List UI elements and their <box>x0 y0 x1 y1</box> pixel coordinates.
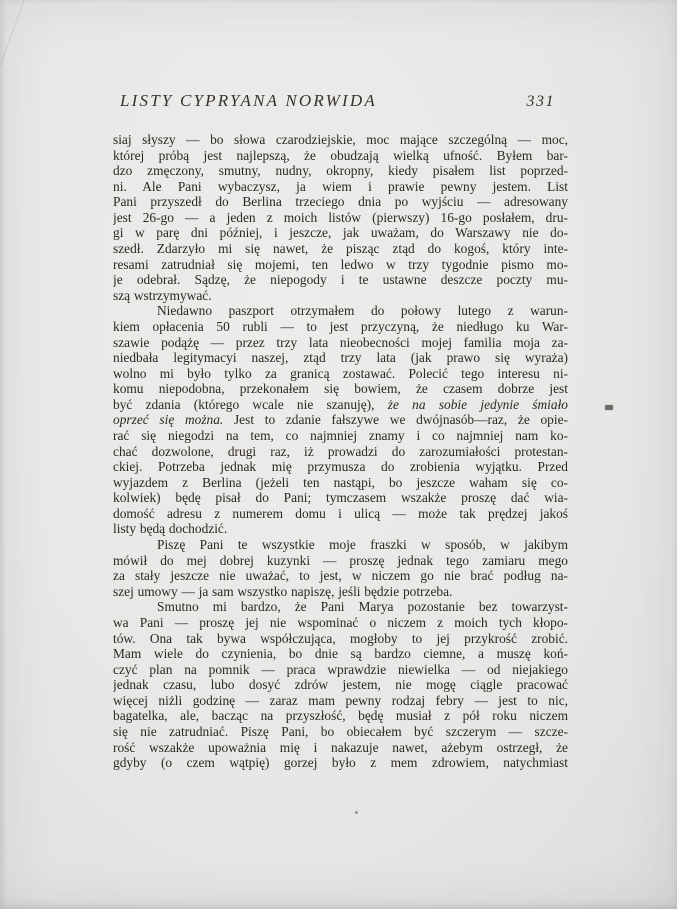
paper-crease <box>0 0 27 72</box>
ink-speck <box>355 811 358 814</box>
text-line: mówił do mej dobrej kuzynki — proszę jednak tego zamiaru mego <box>113 552 568 568</box>
ink-speck <box>605 405 613 410</box>
text-line: za stały jeszcze nie uważać, to jest, w niczem go nie brać podług na- <box>113 568 568 584</box>
running-title: LISTY CYPRYANA NORWIDA <box>120 91 377 110</box>
text-line: szej umowy — ja sam wszystko napiszę, jeśli będzie potrzeba. <box>113 583 453 599</box>
text-line: jednak czasu, lubo dosyć zdrów jestem, nie mogę ciągle pracować <box>113 677 568 693</box>
text-line: bagatelka, ale, bacząc na przyszłość, będę musiał z pół roku niczem <box>113 708 568 724</box>
text-line: Smutno mi bardzo, że Pani Marya pozostanie bez towarzyst- <box>157 599 568 615</box>
text-line: niedbała legitymacyi naszej, ztąd trzy lata (jak prawo się wyraża) <box>113 350 568 366</box>
text-line: ckiej. Potrzeba jednak mię przymusza do zrobienia wyjątku. Przed <box>113 459 568 475</box>
text-line: domość adresu z numerem domu i ulicą — może tak prędzej jakoś <box>113 505 568 521</box>
text-line: siaj słyszy — bo słowa czarodziejskie, moc mające szczególną — moc, <box>113 132 568 147</box>
page-header <box>120 91 569 111</box>
text-line: czyć plan na pomnik — praca wprawdzie niewielka — od niejakiego <box>113 661 568 677</box>
text-line: oprzeć się można. Jest to zdanie fałszywe we dwójnasób—raz, że opie- <box>113 412 568 428</box>
text-line: kiem opłacenia 50 rubli — to jest przyczyną, że niedługo ku War- <box>113 318 568 334</box>
body-text <box>113 132 568 771</box>
text-line: rać się niegodzi na tem, co najmniej znamy i co najmniej nam ko- <box>113 427 568 443</box>
text-line: ni. Ale Pani wybaczysz, ja wiem i prawie pewny jestem. List <box>113 178 568 194</box>
text-line: Mam wiele do czynienia, bo dnie są bardzo ciemne, a muszę koń- <box>113 646 568 662</box>
text-line: resami zatrudniał się mojemi, ten ledwo w trzy tygodnie pismo mo- <box>113 256 568 272</box>
page-number: 331 <box>526 93 555 110</box>
text-line: rość wszakże upoważnia mię i nakazuje nawet, ażebym ostrzegł, że <box>113 739 568 755</box>
text-line: Pani przyszedł do Berlina trzeciego dnia po wyjściu — adresowany <box>113 194 568 210</box>
text-line: której próbą jest najlepszą, że obudzają wielką ufność. Byłem bar- <box>113 147 568 163</box>
text-line: Niedawno paszport otrzymałem do połowy lutego z warun- <box>157 303 568 319</box>
text-line: tów. Ona tak bywa współczująca, mogłoby to jej przykrość zrobić. <box>113 630 568 646</box>
text-line: gi w parę dni później, i jeszcze, jak uważam, do Warszawy nie do- <box>113 225 568 241</box>
text-line: kolwiek) będę pisał do Pani; tymczasem wszakże proszę dać wia- <box>113 490 568 506</box>
text-line: je odebrał. Sądzę, że niepogody i te ustawne deszcze poczty mu- <box>113 272 568 288</box>
text-line: jest 26-go — a jeden z moich listów (pierwszy) 16-go posłałem, dru- <box>113 209 568 225</box>
text-line: Piszę Pani te wszystkie moje fraszki w sposób, w jakibym <box>157 537 568 553</box>
text-line: dzo zmęczony, smutny, nudny, okropny, kiedy pisałem list poprzed- <box>113 163 568 179</box>
text-line: gdyby (o czem wątpię) gorzej było z mem zdrowiem, natychmiast <box>113 755 568 771</box>
text-line: szawie podążę — przez trzy lata nieobecności mojej familia moja za- <box>113 334 568 350</box>
text-line: szedł. Zdarzyło mi się nawet, że pisząc ztąd do kogoś, który inte- <box>113 241 568 257</box>
text-line: szą wstrzymywać. <box>113 287 212 303</box>
text-line: być zdania (którego wcale nie szanuję), że na sobie jedynie śmiało <box>113 396 568 412</box>
text-line: wyjazdem z Berlina (jeżeli ten nastąpi, bo jeszcze waham się co- <box>113 474 568 490</box>
text-line: listy będą dochodzić. <box>113 521 228 537</box>
text-line: więcej niżli godzinę — zaraz mam pewny rodzaj febry — jest to nic, <box>113 692 568 708</box>
text-line: wa Pani — proszę jej nie wspominać o niczem z moich tych kłopo- <box>113 614 568 630</box>
text-line: komu niepodobna, przekonałem się bowiem, że czasem dobrze jest <box>113 381 568 397</box>
text-line: chać dozwolone, drugi raz, iż prowadzi do zarozumiałości protestan- <box>113 443 568 459</box>
text-line: się nie zatrudniać. Piszę Pani, bo obiecałem być szczerym — szcze- <box>113 723 568 739</box>
text-line: wolno mi było tylko za granicą zostawać. Polecić tego interesu ni- <box>113 365 568 381</box>
